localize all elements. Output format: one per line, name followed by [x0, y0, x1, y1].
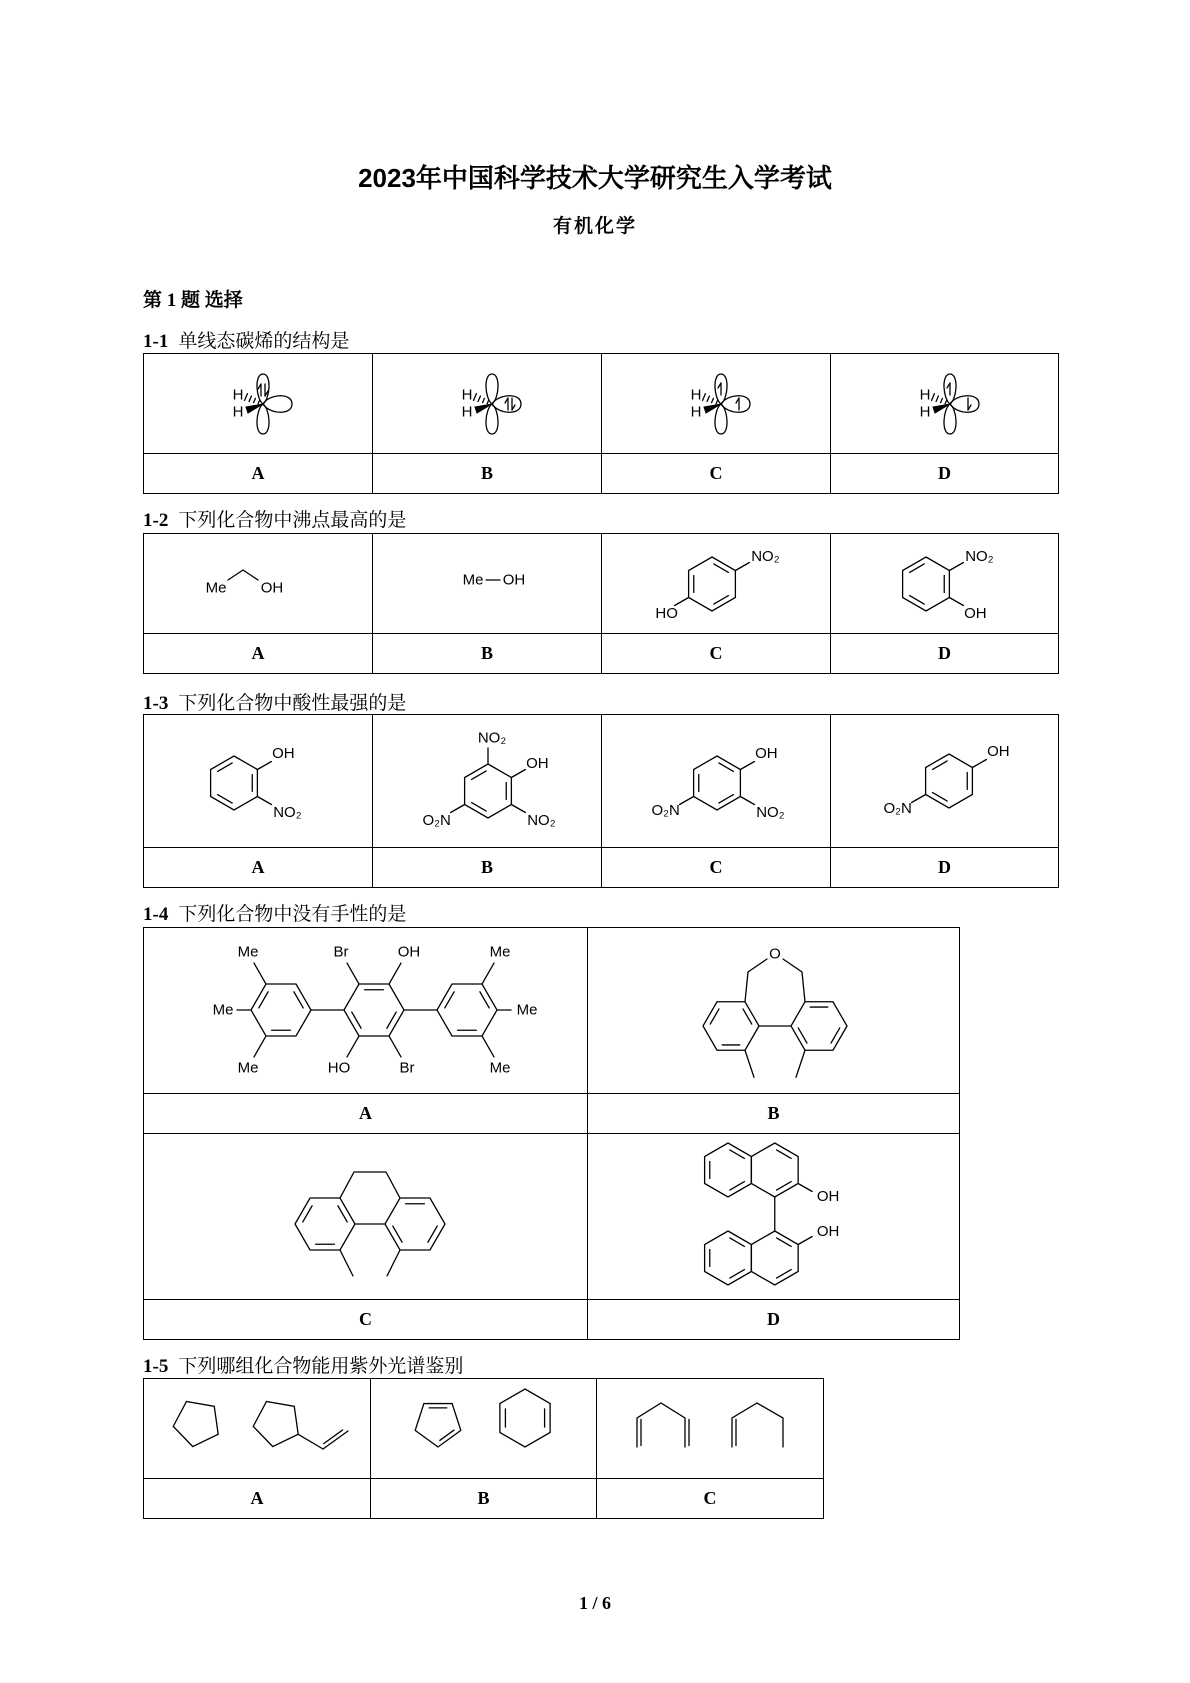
hashed-wedge-bond — [712, 398, 714, 402]
ethanol-structure — [144, 534, 373, 633]
ethano-bridge — [340, 1172, 400, 1198]
option-a-structure — [144, 715, 373, 848]
bond-line — [482, 963, 494, 984]
option-letter: A — [144, 454, 373, 494]
o-nitrophenol-structure — [144, 715, 373, 847]
bond-line — [347, 1036, 359, 1057]
bond-line — [389, 963, 401, 984]
benzene-ring — [295, 1198, 355, 1250]
option-a-structure — [144, 354, 373, 454]
option-letter: D — [831, 634, 1059, 674]
atom-label: OH — [816, 1188, 840, 1205]
bond-line — [912, 795, 926, 803]
question-text: 下列化合物中沸点最高的是 — [178, 510, 407, 531]
cyclohexadiene-ring — [500, 1389, 550, 1447]
right-aryl-ring — [437, 984, 497, 1036]
atom-label: Me — [489, 1059, 511, 1077]
o-nitrophenol-structure — [831, 534, 1059, 633]
bond-line — [347, 963, 359, 984]
atom-label: Me — [237, 1059, 259, 1077]
methanol-structure — [373, 534, 602, 633]
dihydrophenanthrene-structure — [144, 1134, 588, 1299]
solid-wedge-bond — [475, 404, 492, 413]
option-letter: A — [144, 1479, 371, 1519]
option-a-structure — [144, 928, 588, 1094]
question-1-2-header — [143, 505, 406, 532]
methyl-bond — [745, 1050, 754, 1077]
bond-line — [740, 762, 754, 770]
option-a-structure — [144, 534, 373, 634]
bond-line — [257, 762, 271, 770]
hashed-wedge-bond — [487, 401, 488, 404]
bond-chain — [745, 959, 767, 1002]
naphthalene-ring — [751, 1231, 798, 1285]
dibenzoxepine-structure — [588, 928, 960, 1093]
atom-label: OH — [816, 1223, 840, 1240]
methyl-bond — [387, 1250, 400, 1276]
option-letter: A — [144, 1094, 588, 1134]
hashed-wedge-bond — [474, 394, 477, 401]
atom-label: NO₂ — [965, 548, 994, 565]
benzene-ring — [694, 756, 741, 810]
methyl-bond — [340, 1250, 353, 1276]
question-1-1-header — [143, 326, 349, 353]
hashed-wedge-bond — [945, 401, 946, 404]
naphthalene-ring — [705, 1143, 752, 1197]
bond-line — [735, 563, 749, 571]
p-nitrophenol-structure — [831, 715, 1059, 847]
pentadiene-pair-structure — [597, 1379, 824, 1478]
question-number: 1-4 — [143, 904, 169, 925]
option-letter: C — [602, 454, 831, 494]
benzene-ring — [211, 756, 258, 810]
option-letter: C — [144, 1300, 588, 1340]
question-1-3-options-table — [143, 714, 1059, 888]
option-c-structure — [144, 1134, 588, 1300]
solid-wedge-bond — [246, 404, 263, 413]
atom-label: Me — [212, 1001, 234, 1019]
option-c-structure — [602, 715, 831, 848]
hashed-wedge-bond — [249, 396, 251, 401]
bond-line — [798, 1184, 812, 1192]
bond-line — [323, 1431, 348, 1449]
bond-line — [511, 805, 525, 813]
benzene-ring — [703, 1002, 759, 1050]
atom-label: H — [461, 403, 473, 421]
option-c-structure — [602, 534, 831, 634]
solid-wedge-bond — [933, 404, 950, 413]
picric-acid-structure — [373, 715, 602, 847]
pentene-chain — [732, 1403, 783, 1447]
atom-label: OH — [755, 745, 778, 762]
bond-line — [740, 797, 754, 805]
benzene-ring — [385, 1198, 445, 1250]
option-letter: B — [588, 1094, 960, 1134]
central-benzene-ring — [344, 984, 404, 1036]
benzene-ring — [926, 754, 973, 808]
option-b-structure — [373, 715, 602, 848]
cyclopentane-pair-structure — [144, 1379, 371, 1478]
left-aryl-ring — [251, 984, 311, 1036]
option-letter: B — [371, 1479, 597, 1519]
atom-label: Me — [516, 1001, 538, 1019]
hashed-wedge-bond — [245, 394, 248, 401]
question-text: 下列化合物中酸性最强的是 — [178, 693, 407, 714]
atom-label: Me — [489, 943, 511, 961]
option-c-structure — [602, 354, 831, 454]
hashed-wedge-bond — [936, 396, 938, 401]
solid-wedge-bond — [704, 404, 721, 413]
atom-label: HO — [327, 1059, 351, 1077]
bond-line — [949, 598, 963, 606]
atom-label: Me — [462, 571, 484, 589]
section-heading: 第 1 题 选择 — [143, 290, 243, 311]
option-letter: D — [588, 1300, 960, 1340]
atom-label: OH — [272, 745, 295, 762]
atom-label: Me — [237, 943, 259, 961]
option-a-structure — [144, 1379, 371, 1479]
option-b-structure — [373, 534, 602, 634]
atom-label: H — [461, 386, 473, 404]
hashed-wedge-bond — [483, 398, 485, 402]
cyclopentadiene-ring — [415, 1404, 461, 1447]
pentadiene-chain — [637, 1403, 685, 1447]
atom-label: OH — [987, 743, 1010, 760]
carbene-orbital-diagram — [831, 354, 1059, 453]
question-number: 1-1 — [143, 331, 169, 352]
atom-label: Br — [399, 1059, 415, 1077]
benzene-ring — [465, 764, 512, 818]
option-letter: B — [373, 848, 602, 888]
cyclic-diene-pair-structure — [371, 1379, 597, 1478]
hashed-wedge-bond — [932, 394, 935, 401]
bond-line — [511, 770, 525, 778]
bond-line — [949, 563, 963, 571]
hashed-wedge-bond — [258, 401, 259, 404]
naphthalene-ring — [751, 1143, 798, 1197]
option-letter: A — [144, 634, 373, 674]
option-letter: B — [373, 454, 602, 494]
atom-label: Me — [205, 579, 227, 597]
hashed-wedge-bond — [254, 398, 256, 402]
question-text: 下列化合物中没有手性的是 — [178, 904, 407, 925]
hashed-wedge-bond — [716, 401, 717, 404]
methyl-bond — [796, 1050, 805, 1077]
option-b-structure — [373, 354, 602, 454]
option-b-structure — [371, 1379, 597, 1479]
question-text: 下列哪组化合物能用紫外光谱鉴别 — [178, 1356, 464, 1377]
carbene-orbital-diagram — [144, 354, 373, 453]
bond-line — [389, 1036, 401, 1057]
atom-label: H — [232, 386, 244, 404]
binol-structure — [588, 1134, 960, 1299]
option-c-structure — [597, 1379, 824, 1479]
question-1-5-header — [143, 1351, 463, 1378]
atom-label: H — [919, 386, 931, 404]
aromatic-double-bond — [440, 1430, 454, 1440]
option-d-structure — [831, 534, 1059, 634]
atom-label: OH — [526, 755, 549, 772]
question-1-2-options-table — [143, 533, 1059, 674]
cyclopentane-ring — [173, 1401, 218, 1446]
atom-label: NO₂ — [477, 729, 507, 747]
atom-label: O₂N — [883, 800, 912, 817]
carbene-orbital-diagram — [602, 354, 831, 453]
hashed-wedge-bond — [941, 398, 943, 402]
option-d-structure — [831, 715, 1059, 848]
option-d-structure — [588, 1134, 960, 1300]
bond-line — [972, 760, 986, 768]
option-letter: A — [144, 848, 373, 888]
atom-label: NO₂ — [273, 804, 302, 821]
terphenyl-diol-structure — [144, 928, 588, 1093]
atom-label: OH — [260, 579, 284, 597]
question-text: 单线态碳烯的结构是 — [178, 331, 350, 352]
subject-title: 有机化学 — [552, 215, 637, 237]
bond-line — [298, 1434, 323, 1449]
carbene-orbital-diagram — [373, 354, 602, 453]
bond-line — [257, 797, 271, 805]
benzene-ring — [903, 557, 950, 611]
benzene-ring — [689, 557, 736, 611]
p-nitrophenol-structure — [602, 534, 831, 633]
option-d-structure — [831, 354, 1059, 454]
option-letter: B — [373, 634, 602, 674]
atom-label: NO₂ — [751, 548, 780, 565]
bond-line — [451, 805, 465, 813]
question-1-3-header — [143, 688, 406, 715]
option-letter: C — [602, 634, 831, 674]
bond-line — [254, 1036, 266, 1057]
exam-title: 2023年中国科学技术大学研究生入学考试 — [358, 163, 832, 193]
bond-chain — [228, 570, 258, 580]
atom-label: H — [919, 403, 931, 421]
cyclopentane-ring — [253, 1401, 298, 1446]
atom-label: NO₂ — [756, 804, 785, 821]
atom-label: O₂N — [422, 812, 451, 829]
bond-line — [798, 1237, 812, 1245]
question-number: 1-3 — [143, 693, 169, 714]
atom-label: H — [690, 403, 702, 421]
atom-label: H — [690, 386, 702, 404]
atom-label: H — [232, 403, 244, 421]
hashed-wedge-bond — [703, 394, 706, 401]
atom-label: NO₂ — [527, 812, 556, 829]
bond-line — [680, 797, 694, 805]
atom-label: OH — [964, 605, 987, 622]
question-1-5-options-table — [143, 1378, 824, 1519]
question-1-4-header — [143, 899, 406, 926]
atom-label: HO — [655, 605, 678, 622]
bond-line — [254, 963, 266, 984]
atom-label: O — [769, 945, 781, 963]
question-number: 1-5 — [143, 1356, 169, 1377]
option-letter: D — [831, 454, 1059, 494]
naphthalene-ring — [705, 1231, 752, 1285]
option-letter: C — [602, 848, 831, 888]
atom-label: O₂N — [651, 802, 680, 819]
option-letter: D — [831, 848, 1059, 888]
page-number: 1 / 6 — [578, 1593, 611, 1613]
atom-label: OH — [397, 943, 421, 961]
bond-line — [482, 1036, 494, 1057]
atom-label: Br — [333, 943, 349, 961]
option-letter: C — [597, 1479, 824, 1519]
atom-label: OH — [502, 571, 526, 589]
dinitrophenol-structure — [602, 715, 831, 847]
bond-chain — [783, 959, 805, 1002]
question-number: 1-2 — [143, 510, 169, 531]
question-1-4-options-table — [143, 927, 960, 1340]
hashed-wedge-bond — [707, 396, 709, 401]
question-1-1-options-table — [143, 353, 1059, 494]
option-b-structure — [588, 928, 960, 1094]
benzene-ring — [791, 1002, 847, 1050]
hashed-wedge-bond — [478, 396, 480, 401]
